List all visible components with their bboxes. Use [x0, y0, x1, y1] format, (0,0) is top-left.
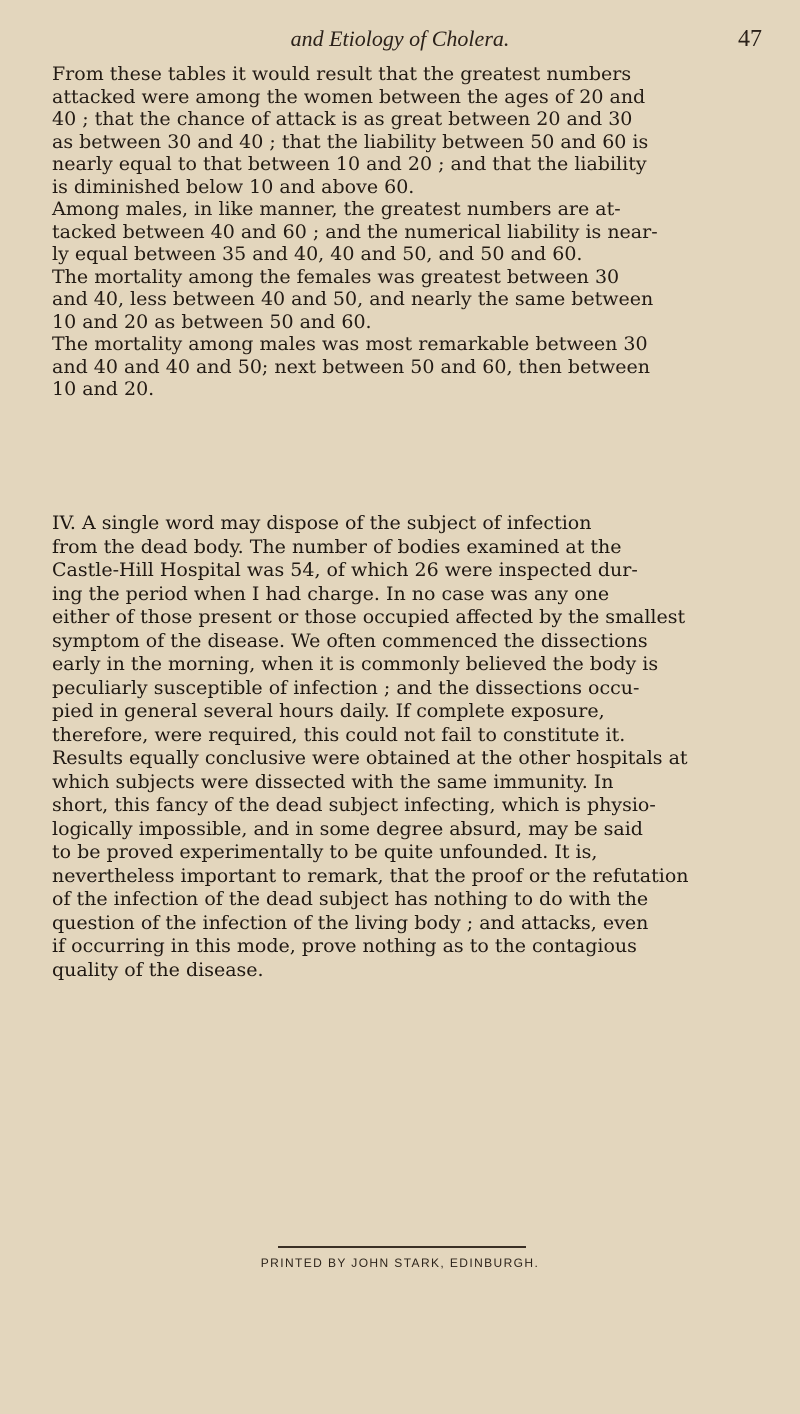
section-one — [52, 63, 768, 401]
text-line: either of those present or those occupied affected by the smallest — [52, 606, 686, 628]
text-line: ly equal between 35 and 40, 40 and 50, and 50 and 60. — [52, 243, 583, 265]
text-line: short, this fancy of the dead subject infecting, which is physio- — [52, 794, 656, 816]
text-line: attacked were among the women between the ages of 20 and — [52, 85, 646, 108]
page-header — [0, 24, 800, 54]
text-line: tacked between 40 and 60 ; and the numerical liability is near- — [52, 220, 658, 243]
text-line: Castle-Hill Hospital was 54, of which 26 were inspected dur- — [52, 559, 638, 581]
text-line: quality of the disease. — [52, 958, 264, 981]
text-line: and 40, less between 40 and 50, and nearly the same between — [52, 288, 654, 310]
text-line: Results equally conclusive were obtained at the other hospitals at — [52, 747, 688, 769]
text-line: peculiarly susceptible of infection ; and the dissections occu- — [52, 676, 640, 699]
text-line: therefore, were required, this could not fail to constitute it. — [52, 723, 626, 746]
text-line: early in the morning, when it is commonly believed the body is — [52, 653, 659, 675]
text-line: if occurring in this mode, prove nothing as to the contagious — [52, 935, 637, 957]
text-line: IV. A single word may dispose of the subject of infection — [52, 512, 592, 534]
text-line: and 40 and 40 and 50; next between 50 and 60, then between — [52, 355, 650, 378]
text-line: symptom of the disease. We often commenced the dissections — [52, 629, 648, 652]
text-line: 40 ; that the chance of attack is as great between 20 and 30 — [52, 108, 633, 130]
text-line: to be proved experimentally to be quite unfounded. It is, — [52, 841, 598, 863]
text-line: logically impossible, and in some degree absurd, may be said — [52, 817, 643, 840]
text-line: from the dead body. The number of bodies examined at the — [52, 535, 622, 558]
text-line: pied in general several hours daily. If complete exposure, — [52, 700, 605, 722]
text-line: The mortality among males was most remarkable between 30 — [52, 333, 648, 355]
printer-imprint: PRINTED BY JOHN STARK, EDINBURGH. — [260, 1256, 540, 1270]
text-line: The mortality among the females was greatest between 30 — [52, 265, 620, 288]
footer-rule — [278, 1246, 526, 1248]
section-two — [52, 512, 768, 982]
text-line: nearly equal to that between 10 and 20 ; and that the liability — [52, 153, 647, 175]
text-line: is diminished below 10 and above 60. — [52, 175, 415, 198]
text-line: question of the infection of the living body ; and attacks, even — [52, 911, 649, 934]
page-number: 47 — [738, 26, 762, 52]
text-line: which subjects were dissected with the same immunity. In — [52, 770, 614, 793]
text-line: ing the period when I had charge. In no case was any one — [52, 582, 610, 605]
text-line: 10 and 20 as between 50 and 60. — [52, 310, 372, 333]
text-line: nevertheless important to remark, that the proof or the refutation — [52, 864, 689, 887]
text-line: of the infection of the dead subject has nothing to do with the — [52, 888, 649, 910]
text-line: From these tables it would result that the greatest numbers — [52, 63, 632, 85]
text-line: Among males, in like manner, the greatest numbers are at- — [52, 198, 621, 220]
text-line: as between 30 and 40 ; that the liability between 50 and 60 is — [52, 130, 649, 153]
running-title: and Etiology of Cholera. — [290, 26, 510, 51]
text-line: 10 and 20. — [52, 378, 155, 400]
